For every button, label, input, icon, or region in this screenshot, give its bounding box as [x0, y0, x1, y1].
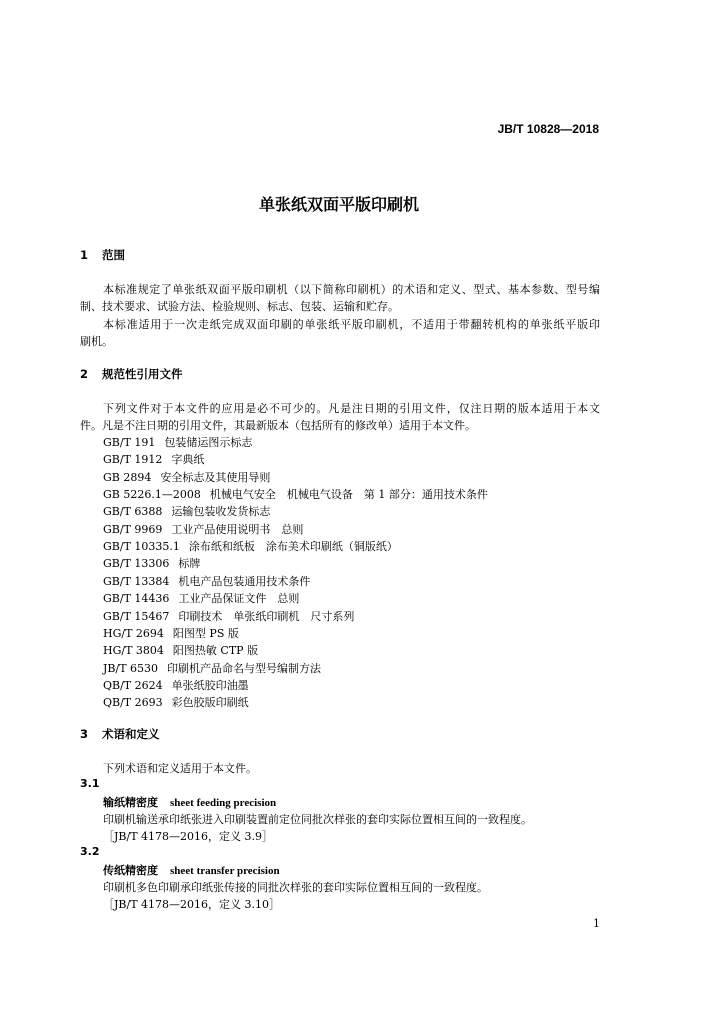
reference-item	[103, 521, 303, 537]
scope-paragraph-1-line-2: 制、技术要求、试验方法、检验规则、标志、包装、运输和贮存。	[80, 300, 399, 313]
section-title: 规范性引用文件	[102, 367, 183, 381]
section-3-heading	[80, 726, 160, 742]
section-number: 2	[80, 367, 89, 381]
reference-item	[103, 451, 204, 467]
reference-title: 印刷机产品命名与型号编制方法	[167, 661, 322, 675]
section-title: 范围	[102, 248, 125, 262]
reference-item	[103, 642, 258, 658]
reference-title: 阳图型 PS 版	[172, 626, 239, 640]
reference-title: 彩色胶版印刷纸	[171, 696, 249, 710]
reference-code: GB/T 191	[103, 436, 156, 449]
reference-title: 包装储运图示标志	[164, 436, 253, 449]
reference-title: 运输包装收发货标志	[171, 505, 271, 519]
term-en: sheet feeding precision	[170, 797, 277, 809]
normative-intro-line-1: 下列文件对于本文件的应用是必不可少的。凡是注日期的引用文件，仅注日期的版本适用于本文	[103, 402, 601, 415]
reference-item	[103, 503, 270, 519]
term-clause-number: 3.2	[80, 845, 100, 858]
terms-intro: 下列术语和定义适用于本文件。	[103, 762, 257, 775]
term-heading	[103, 862, 280, 878]
term-definition: 印刷机输送承印纸张进入印刷装置前定位同批次样张的套印实际位置相互间的一致程度。	[103, 813, 532, 826]
reference-item	[103, 434, 252, 450]
term-source: ［JB/T 4178—2016，定义 3.10］	[103, 898, 281, 911]
term-clause-number: 3.1	[80, 777, 100, 790]
reference-code: GB/T 10335.1	[103, 540, 180, 554]
term-heading	[103, 794, 276, 810]
reference-code: GB 5226.1—2008	[103, 488, 201, 502]
reference-title: 工业产品保证文件 总则	[178, 592, 300, 606]
reference-code: GB 2894	[103, 470, 152, 484]
page-number: 1	[593, 917, 600, 930]
reference-code: HG/T 3804	[103, 644, 164, 658]
scope-paragraph-1-line-1: 本标准规定了单张纸双面平版印刷机（以下简称印刷机）的术语和定义、型式、基本参数、型号编	[103, 283, 601, 296]
term-zh: 传纸精密度	[103, 864, 158, 877]
normative-intro-line-2: 件。凡是不注日期的引用文件，其最新版本（包括所有的修改单）适用于本文件。	[80, 419, 476, 432]
term-en: sheet transfer precision	[170, 865, 280, 877]
reference-title: 字典纸	[171, 453, 205, 467]
section-1-heading	[80, 247, 125, 263]
reference-title: 机电产品包装通用技术条件	[178, 574, 311, 588]
reference-title: 涂布纸和纸板 涂布美术印刷纸（铜版纸）	[188, 540, 398, 554]
reference-item	[103, 608, 354, 624]
reference-title: 机械电气安全 机械电气设备 第 1 部分：通用技术条件	[209, 488, 488, 502]
section-2-heading	[80, 366, 183, 382]
reference-item	[103, 677, 249, 693]
reference-title: 单张纸胶印油墨	[171, 678, 249, 692]
reference-code: GB/T 14436	[103, 592, 170, 606]
reference-item	[103, 660, 321, 676]
reference-item	[103, 469, 270, 485]
term-zh: 输纸精密度	[103, 796, 158, 809]
document-title: 单张纸双面平版印刷机	[258, 195, 419, 214]
reference-title: 工业产品使用说明书 总则	[171, 522, 304, 536]
reference-title: 印刷技术 单张纸印刷机 尺寸系列	[178, 609, 355, 623]
reference-code: GB/T 6388	[103, 505, 163, 519]
reference-code: QB/T 2624	[103, 678, 163, 692]
reference-code: GB/T 1912	[103, 453, 163, 467]
reference-item	[103, 694, 249, 710]
term-definition: 印刷机多色印刷承印纸张传接的同批次样张的套印实际位置相互间的一致程度。	[103, 881, 488, 894]
reference-title: 安全标志及其使用导则	[160, 470, 271, 484]
reference-item	[103, 573, 310, 589]
section-number: 3	[80, 727, 89, 741]
reference-code: GB/T 15467	[103, 609, 170, 623]
reference-code: JB/T 6530	[103, 661, 159, 675]
term-source: ［JB/T 4178—2016，定义 3.9］	[103, 830, 274, 843]
reference-item	[103, 555, 200, 571]
reference-code: HG/T 2694	[103, 626, 164, 640]
reference-title: 阳图热敏 CTP 版	[172, 644, 259, 658]
section-number: 1	[80, 248, 89, 262]
reference-item	[103, 590, 299, 606]
reference-item	[103, 486, 488, 502]
reference-code: GB/T 9969	[103, 522, 163, 536]
section-title: 术语和定义	[102, 727, 160, 741]
standard-number: JB/T 10828—2018	[497, 122, 599, 136]
scope-paragraph-2-line-2: 刷机。	[80, 335, 113, 348]
reference-code: GB/T 13306	[103, 557, 170, 571]
reference-item	[103, 625, 239, 641]
scope-paragraph-2-line-1: 本标准适用于一次走纸完成双面印刷的单张纸平版印刷机，不适用于带翻转机构的单张纸平版印	[103, 318, 601, 331]
reference-item	[103, 538, 398, 554]
reference-title: 标牌	[178, 557, 201, 571]
reference-code: GB/T 13384	[103, 574, 170, 588]
reference-code: QB/T 2693	[103, 696, 163, 710]
